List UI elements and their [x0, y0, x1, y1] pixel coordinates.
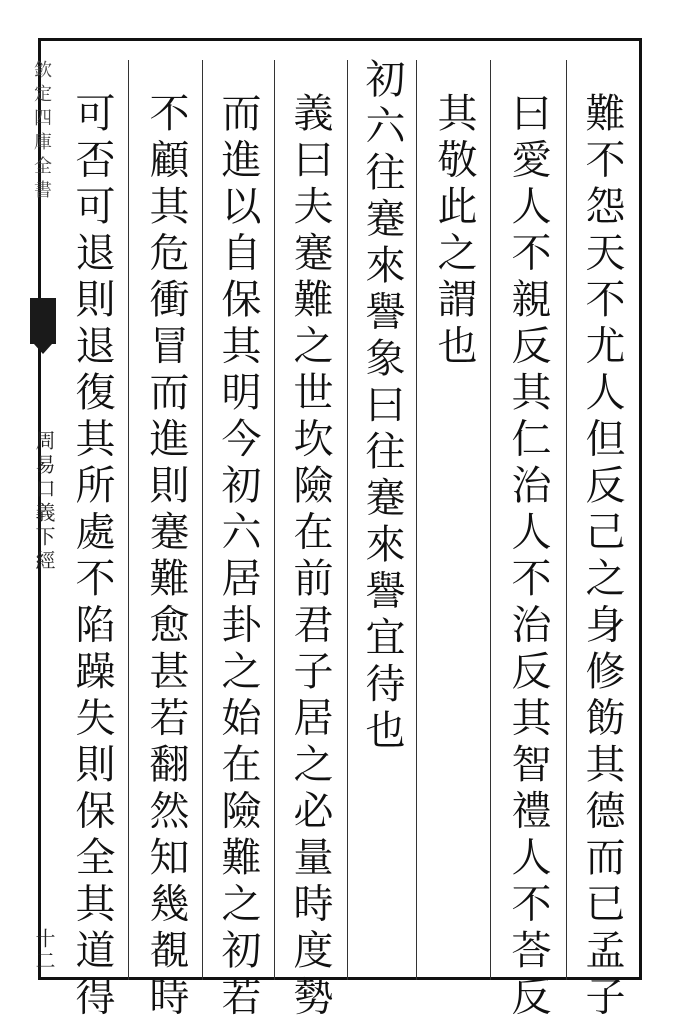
text-column-8: 可否可退則退復其所處不陷躁失則保全其道得: [69, 92, 115, 1022]
fish-tail-mark: [30, 298, 56, 344]
column-rule: [490, 60, 491, 980]
column-rule: [274, 60, 275, 980]
text-column-6: 而進以自保其明今初六居卦之始在險難之初若: [215, 92, 261, 1022]
book-title: 周易口義下經: [32, 430, 56, 574]
column-rule: [128, 60, 129, 980]
column-rule: [202, 60, 203, 980]
text-column-2: 曰愛人不親反其仁治人不治反其智禮人不荅反: [505, 92, 551, 1022]
text-column-1: 難不怨天不尤人但反己之身修飭其德而已孟子: [579, 92, 625, 1022]
text-column-7: 不顧其危衝冒而進則蹇難愈甚若翻然知幾覩時: [143, 92, 189, 1022]
margin-title: 欽定四庫全書: [31, 60, 52, 204]
text-column-3: 其敬此之謂也: [431, 92, 477, 371]
column-rule: [347, 60, 348, 980]
text-column-5: 義曰夫蹇難之世坎險在前君子居之必量時度勢: [287, 92, 333, 1022]
column-rule: [416, 60, 417, 980]
column-rule: [566, 60, 567, 980]
text-column-4: 初六往蹇來譽象曰往蹇來譽宜待也: [359, 58, 405, 756]
page-number: 十二: [32, 928, 56, 972]
